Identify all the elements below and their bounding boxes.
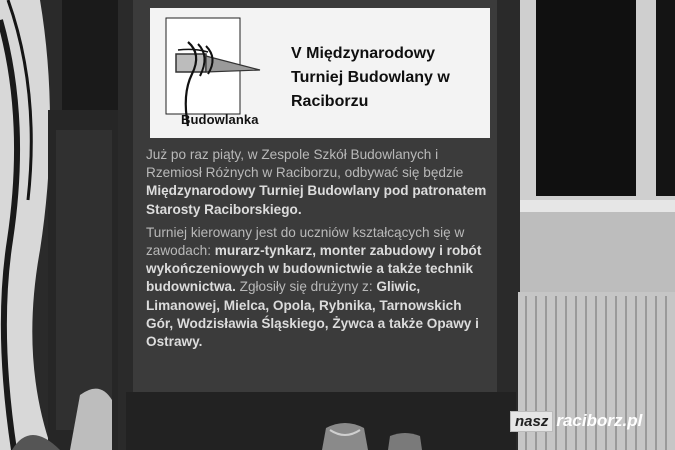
details-text-2: Zgłosiły się drużyny z:: [235, 279, 377, 295]
details-text-1: Turniej kierowany jest do uczniów kształcących się w zawodach:: [146, 224, 465, 259]
site-watermark: [510, 408, 642, 434]
intro-text: Już po raz piąty, w Zespole Szkół Budowlanych i Rzemiosł Różnych w Raciborzu, odbywać się będzie: [146, 147, 464, 181]
title-line-2: Turniej Budowlany w: [291, 69, 450, 86]
paragraph-details: [146, 224, 492, 351]
slide-title: [291, 42, 450, 114]
watermark-nasz: nasz: [510, 411, 553, 432]
slide-body: [146, 146, 492, 356]
watermark-domain: raciborz.pl: [556, 411, 643, 430]
slide-header: [150, 8, 490, 138]
details-bold-1: murarz-tynkarz, monter zabudowy i robót wykończeniowych w budownictwie a także technik budownictwa.: [146, 243, 482, 295]
details-bold-2: Gliwic, Limanowej, Mielca, Opola, Rybnika, Tarnowskich Gór, Wodzisławia Śląskiego, Żywca a także Opawy i Ostrawy.: [146, 279, 479, 350]
title-line-3: Raciborzu: [291, 93, 369, 110]
paragraph-intro: [146, 146, 492, 219]
intro-bold: Międzynarodowy Turniej Budowlany pod patronatem Starosty Raciborskiego.: [146, 183, 487, 217]
logo-label: Budowlanka: [181, 112, 259, 127]
title-line-1: V Międzynarodowy: [291, 45, 436, 62]
